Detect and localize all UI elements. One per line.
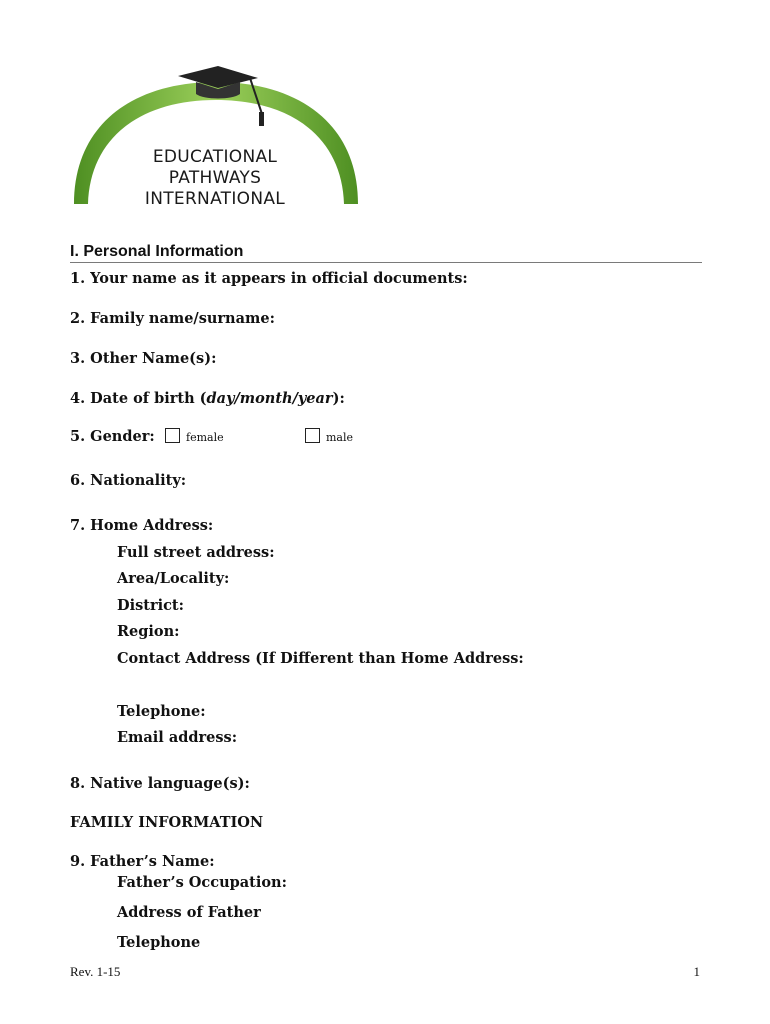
- logo-line-1: EDUCATIONAL: [152, 147, 278, 167]
- field-area-label: Area/Locality:: [117, 570, 230, 587]
- field-native-language-label: 8. Native language(s):: [70, 775, 250, 792]
- family-information-heading: FAMILY INFORMATION: [70, 814, 264, 831]
- dob-format-hint: day/month/year: [206, 390, 333, 407]
- field-email-label: Email address:: [117, 729, 238, 746]
- field-home-address-label: 7. Home Address:: [70, 517, 214, 534]
- field-other-names-label: 3. Other Name(s):: [70, 350, 217, 367]
- field-official-name-label: 1. Your name as it appears in official documents:: [70, 270, 468, 287]
- field-father-name-label: 9. Father’s Name:: [70, 853, 215, 870]
- field-district-label: District:: [117, 597, 184, 614]
- organization-name: [90, 147, 340, 210]
- field-region-label: Region:: [117, 623, 180, 640]
- revision-label: Rev. 1-15: [70, 964, 121, 979]
- section-title: I. Personal Information: [70, 243, 702, 263]
- field-father-telephone-label: Telephone: [117, 934, 201, 951]
- field-street-address-label: Full street address:: [117, 544, 275, 561]
- field-nationality-label: 6. Nationality:: [70, 472, 187, 489]
- female-checkbox-label: female: [186, 431, 224, 444]
- field-date-of-birth-label: [70, 390, 345, 407]
- field-father-address-label: Address of Father: [117, 904, 261, 921]
- logo-line-3: INTERNATIONAL: [144, 189, 286, 209]
- field-telephone-label: Telephone:: [117, 703, 206, 720]
- dob-suffix: ):: [332, 390, 345, 407]
- male-checkbox-label: male: [326, 431, 354, 444]
- page-number: 1: [693, 964, 700, 979]
- logo-line-2: PATHWAYS: [168, 168, 262, 188]
- field-contact-address-label: Contact Address (If Different than Home Address:: [117, 650, 524, 667]
- field-family-name-label: 2. Family name/surname:: [70, 310, 275, 327]
- female-checkbox[interactable]: [165, 428, 180, 443]
- male-checkbox[interactable]: [305, 428, 320, 443]
- field-gender-label: 5. Gender:: [70, 428, 155, 445]
- dob-prefix: 4. Date of birth (: [70, 390, 207, 407]
- field-father-occupation-label: Father’s Occupation:: [117, 874, 287, 891]
